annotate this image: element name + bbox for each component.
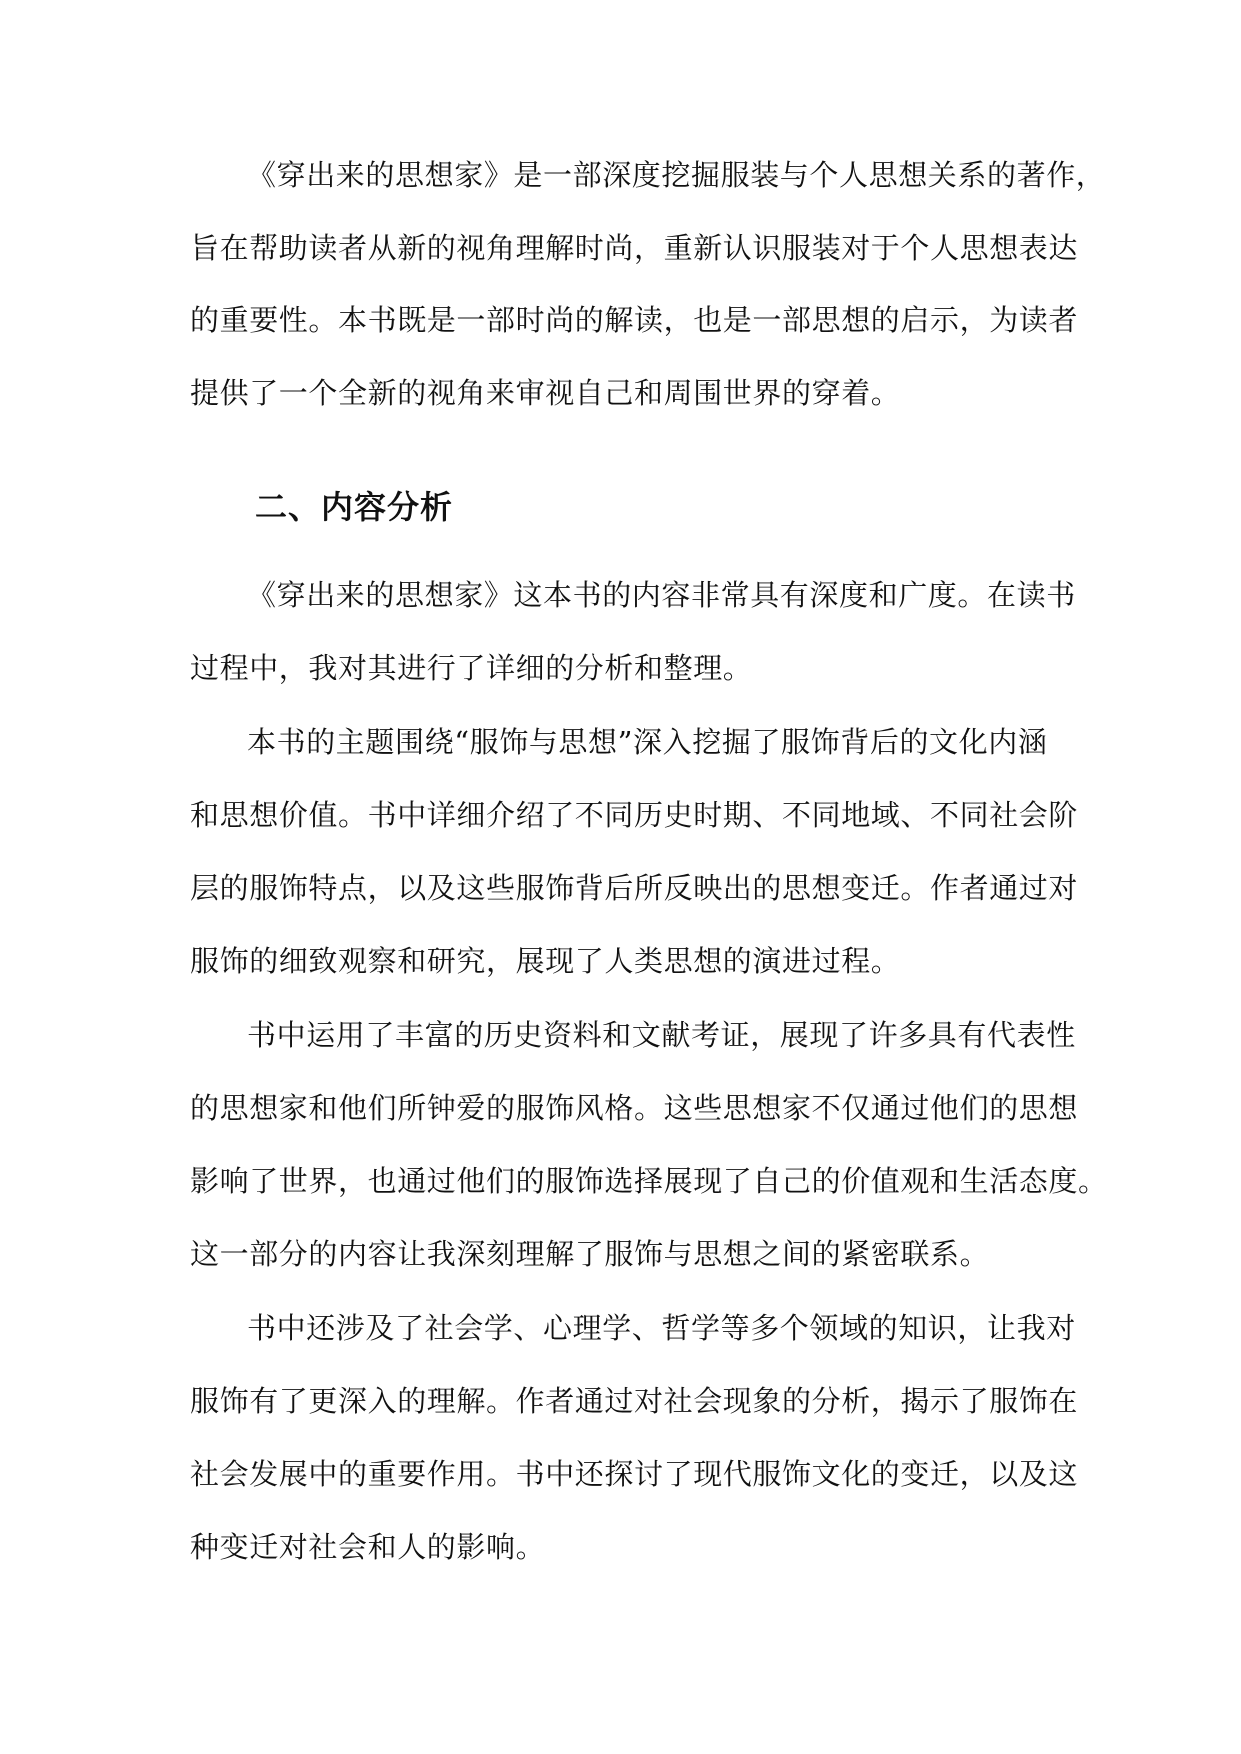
intro-line-2: 旨在帮助读者从新的视角理解时尚，重新认识服装对于个人思想表达	[190, 231, 1079, 265]
paragraph-4-line-4: 种变迁对社会和人的影响。	[190, 1530, 546, 1564]
paragraph-2-line-3: 层的服饰特点，以及这些服饰背后所反映出的思想变迁。作者通过对	[190, 871, 1079, 905]
paragraph-4-line-3: 社会发展中的重要作用。书中还探讨了现代服饰文化的变迁，以及这	[190, 1457, 1079, 1491]
intro-line-1: 《穿出来的思想家》是一部深度挖掘服装与个人思想关系的著作，	[247, 158, 1106, 192]
paragraph-2-line-4: 服饰的细致观察和研究，展现了人类思想的演进过程。	[190, 944, 901, 978]
section-heading: 二、内容分析	[255, 488, 454, 526]
intro-line-3: 的重要性。本书既是一部时尚的解读，也是一部思想的启示，为读者	[190, 303, 1079, 337]
paragraph-4-line-1: 书中还涉及了社会学、心理学、哲学等多个领域的知识，让我对	[247, 1311, 1076, 1345]
paragraph-3-line-2: 的思想家和他们所钟爱的服饰风格。这些思想家不仅通过他们的思想	[190, 1091, 1079, 1125]
paragraph-3-line-1: 书中运用了丰富的历史资料和文献考证，展现了许多具有代表性	[247, 1018, 1076, 1052]
paragraph-2-line-2: 和思想价值。书中详细介绍了不同历史时期、不同地域、不同社会阶	[190, 798, 1079, 832]
intro-line-4: 提供了一个全新的视角来审视自己和周围世界的穿着。	[190, 376, 901, 410]
paragraph-4-line-2: 服饰有了更深入的理解。作者通过对社会现象的分析，揭示了服饰在	[190, 1384, 1079, 1418]
paragraph-3-line-3: 影响了世界，也通过他们的服饰选择展现了自己的价值观和生活态度。	[190, 1164, 1108, 1198]
paragraph-1-line-1: 《穿出来的思想家》这本书的内容非常具有深度和广度。在读书	[247, 578, 1076, 612]
paragraph-2-line-1: 本书的主题围绕“服饰与思想”深入挖掘了服饰背后的文化内涵	[247, 725, 1048, 759]
paragraph-1-line-2: 过程中，我对其进行了详细的分析和整理。	[190, 651, 753, 685]
paragraph-3-line-4: 这一部分的内容让我深刻理解了服饰与思想之间的紧密联系。	[190, 1237, 990, 1271]
